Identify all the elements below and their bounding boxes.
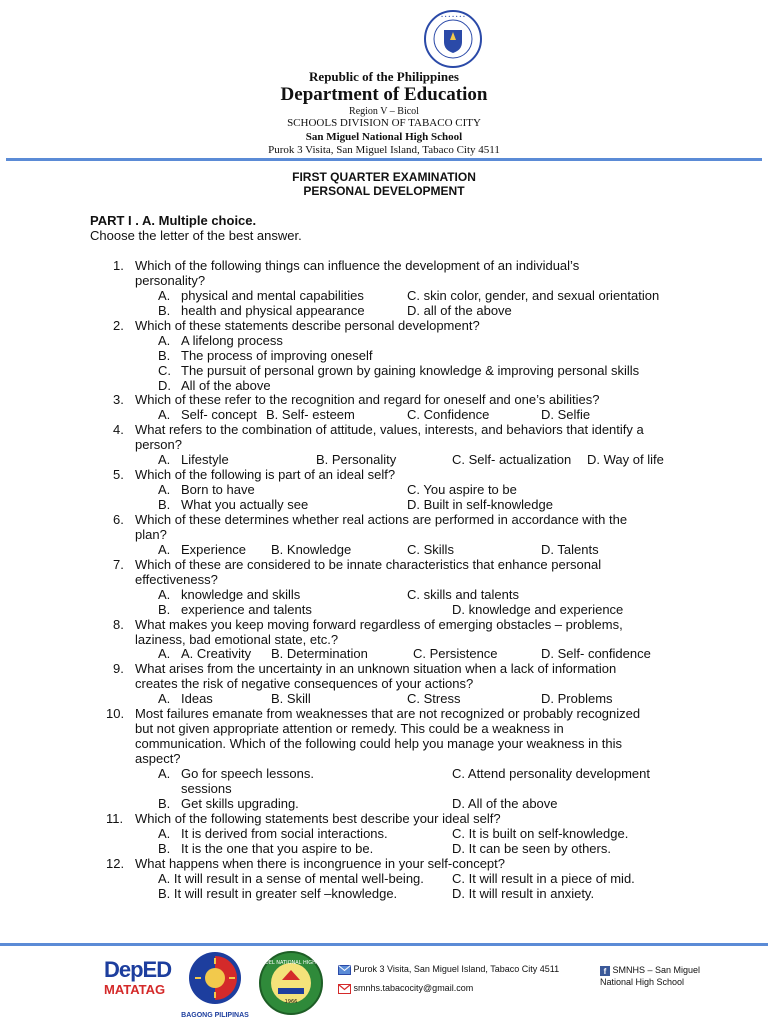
- option-text: D. Selfie: [541, 407, 591, 422]
- option-text: Get skills upgrading.: [181, 796, 299, 811]
- option-text: physical and mental capabilities: [181, 288, 364, 303]
- footer-address-row: [338, 964, 559, 975]
- option-text: C. Confidence: [407, 407, 490, 422]
- option-letter: A.: [158, 452, 171, 467]
- question-number: 3.: [113, 392, 124, 407]
- question-text: What refers to the combination of attitude, values, interests, and behaviors that identify a: [135, 422, 644, 437]
- option-text: experience and talents: [181, 602, 312, 617]
- facebook-line2[interactable]: National High School: [600, 977, 685, 987]
- question-text: plan?: [135, 527, 167, 542]
- part-heading: PART I . A. Multiple choice.: [90, 213, 257, 228]
- option-letter: B.: [158, 348, 171, 363]
- facebook-icon: f: [600, 966, 610, 976]
- option-text: The pursuit of personal grown by gaining knowledge & improving personal skills: [181, 363, 640, 378]
- footer-rule: [0, 943, 768, 946]
- region-line: Region V – Bicol: [349, 106, 419, 117]
- division-line: SCHOOLS DIVISION OF TABACO CITY: [287, 117, 481, 129]
- question-text: Which of these statements describe personal development?: [135, 318, 480, 333]
- option-text: B. Knowledge: [271, 542, 352, 557]
- question-text: What arises from the uncertainty in an unknown situation when a lack of information: [135, 661, 617, 676]
- question-text: creates the risk of negative consequences of your actions?: [135, 676, 474, 691]
- question-text: personality?: [135, 273, 206, 288]
- option-text: Born to have: [181, 482, 255, 497]
- deped-logo: [104, 958, 172, 1004]
- question-text: aspect?: [135, 751, 181, 766]
- mail-icon: [338, 984, 351, 994]
- republic-line: Republic of the Philippines: [309, 69, 459, 84]
- question-text: but not given appropriate attention or remedy. This could be a weakness in: [135, 721, 564, 736]
- option-text: Lifestyle: [181, 452, 229, 467]
- option-text: D. Talents: [541, 542, 599, 557]
- question-number: 5.: [113, 467, 124, 482]
- option-text: D. Built in self-knowledge: [407, 497, 553, 512]
- question-text: Which of these determines whether real actions are performed in accordance with the: [135, 512, 628, 527]
- option-text: Self- concept: [181, 407, 257, 422]
- footer-address: Purok 3 Visita, San Miguel Island, Tabaco City 4511: [353, 964, 560, 974]
- option-text: B. Determination: [271, 646, 368, 661]
- option-text: D. It can be seen by others.: [452, 841, 611, 856]
- option-text: health and physical appearance: [181, 303, 365, 318]
- option-text: C. It is built on self-knowledge.: [452, 826, 629, 841]
- question-text: Which of these refer to the recognition and regard for oneself and one’s abilities?: [135, 392, 600, 407]
- matatag-text: MATATAG: [104, 982, 166, 997]
- option-text: C. Persistence: [413, 646, 498, 661]
- option-text: D. Way of life: [587, 452, 664, 467]
- option-text: C. skin color, gender, and sexual orientation: [407, 288, 660, 303]
- question-number: 4.: [113, 422, 124, 437]
- option-text: D. Self- confidence: [541, 646, 651, 661]
- school-seal-year: 1966: [284, 999, 298, 1005]
- option-text: All of the above: [181, 378, 271, 393]
- option-letter: A.: [158, 766, 171, 781]
- question-number: 2.: [113, 318, 124, 333]
- option-text: B. It will result in greater self –knowledge.: [158, 886, 398, 901]
- question-text: What happens when there is incongruence in your self-concept?: [135, 856, 505, 871]
- option-letter: A.: [158, 542, 171, 557]
- option-letter: C.: [158, 363, 171, 378]
- option-text: A lifelong process: [181, 333, 283, 348]
- question-number: 11.: [106, 811, 124, 826]
- question-number: 12.: [106, 856, 125, 871]
- option-text: C. skills and talents: [407, 587, 519, 602]
- option-text: C. Self- actualization: [452, 452, 572, 467]
- option-letter: A.: [158, 333, 171, 348]
- option-text: It is derived from social interactions.: [181, 826, 388, 841]
- question-number: 1.: [113, 258, 124, 273]
- question-number: 7.: [113, 557, 124, 572]
- question-text: What makes you keep moving forward regardless of emerging obstacles – problems,: [135, 617, 623, 632]
- question-text: communication. Which of the following could help you manage your weakness in this: [135, 736, 623, 751]
- option-text: B. Skill: [271, 691, 311, 706]
- option-text: C. Stress: [407, 691, 461, 706]
- option-letter: A.: [158, 288, 171, 303]
- option-letter: B.: [158, 303, 171, 318]
- option-text: Experience: [181, 542, 247, 557]
- question-text: Which of the following statements best describe your ideal self?: [135, 811, 501, 826]
- option-letter: A.: [158, 826, 171, 841]
- question-text: Which of the following things can influence the development of an individual’s: [135, 258, 580, 273]
- school-address: Purok 3 Visita, San Miguel Island, Tabaco City 4511: [268, 144, 500, 156]
- school-seal-icon: [243, 950, 339, 1016]
- option-letter: A.: [158, 587, 171, 602]
- bagong-pilipinas-logo: [180, 950, 250, 1019]
- instruction: Choose the letter of the best answer.: [90, 228, 302, 243]
- option-text: D. all of the above: [407, 303, 512, 318]
- option-text: D. Problems: [541, 691, 613, 706]
- footer-email-row: [338, 983, 473, 994]
- option-text: D. knowledge and experience: [452, 602, 624, 617]
- option-text: D. It will result in anxiety.: [452, 886, 595, 901]
- option-text: Ideas: [181, 691, 213, 706]
- deped-seal-icon: [424, 10, 482, 68]
- option-letter: A.: [158, 482, 171, 497]
- option-text: The process of improving oneself: [181, 348, 373, 363]
- envelope-icon: [338, 965, 351, 975]
- question-text: effectiveness?: [135, 572, 218, 587]
- footer-email[interactable]: smnhs.tabacocity@gmail.com: [353, 983, 474, 993]
- department-name: Department of Education: [280, 84, 488, 105]
- option-text: C. It will result in a piece of mid.: [452, 871, 635, 886]
- option-text: It is the one that you aspire to be.: [181, 841, 374, 856]
- svg-text:• • • • • • •: • • • • • • •: [440, 14, 466, 19]
- option-text: C. You aspire to be: [407, 482, 517, 497]
- option-text: A. It will result in a sense of mental well-being.: [158, 871, 424, 886]
- option-letter: A.: [158, 407, 171, 422]
- option-letter: B.: [158, 796, 171, 811]
- option-text: C. Skills: [407, 542, 454, 557]
- question-text: Most failures emanate from weaknesses that are not recognized or probably recognized: [135, 706, 641, 721]
- question-number: 9.: [113, 661, 124, 676]
- school-seal-text: SAN MIGUEL NATIONAL HIGH SCHOOL: [243, 960, 339, 966]
- option-text: C. Attend personality development: [452, 766, 651, 781]
- option-text: A. Creativity: [181, 646, 252, 661]
- deped-logo-text: DepED: [104, 957, 172, 982]
- option-letter: A.: [158, 691, 171, 706]
- option-text: Go for speech lessons.: [181, 766, 314, 781]
- facebook-line1[interactable]: SMNHS – San Miguel: [612, 965, 701, 975]
- option-text: B. Self- esteem: [266, 407, 355, 422]
- option-text: B. Personality: [316, 452, 397, 467]
- option-text: sessions: [181, 781, 232, 796]
- question-number: 6.: [113, 512, 124, 527]
- bagong-pilipinas-emblem: [180, 950, 250, 1006]
- question-number: 10.: [106, 706, 125, 721]
- option-letter: D.: [158, 378, 171, 393]
- bagong-pilipinas-text: BAGONG PILIPINAS: [181, 1012, 249, 1019]
- option-text: knowledge and skills: [181, 587, 301, 602]
- school-name: San Miguel National High School: [305, 131, 463, 143]
- option-text: D. All of the above: [452, 796, 558, 811]
- footer-facebook: [600, 964, 700, 988]
- question-text: Which of these are considered to be innate characteristics that enhance personal: [135, 557, 602, 572]
- option-letter: B.: [158, 841, 171, 856]
- option-text: What you actually see: [181, 497, 309, 512]
- option-letter: B.: [158, 497, 171, 512]
- question-number: 8.: [113, 617, 124, 632]
- question-text: Which of the following is part of an ideal self?: [135, 467, 396, 482]
- question-text: laziness, bad emotional state, etc.?: [135, 632, 339, 647]
- header-rule: [6, 158, 762, 161]
- exam-title: FIRST QUARTER EXAMINATION: [292, 170, 476, 184]
- option-letter: B.: [158, 602, 171, 617]
- exam-subject: PERSONAL DEVELOPMENT: [303, 184, 465, 198]
- option-letter: A.: [158, 646, 171, 661]
- question-text: person?: [135, 437, 182, 452]
